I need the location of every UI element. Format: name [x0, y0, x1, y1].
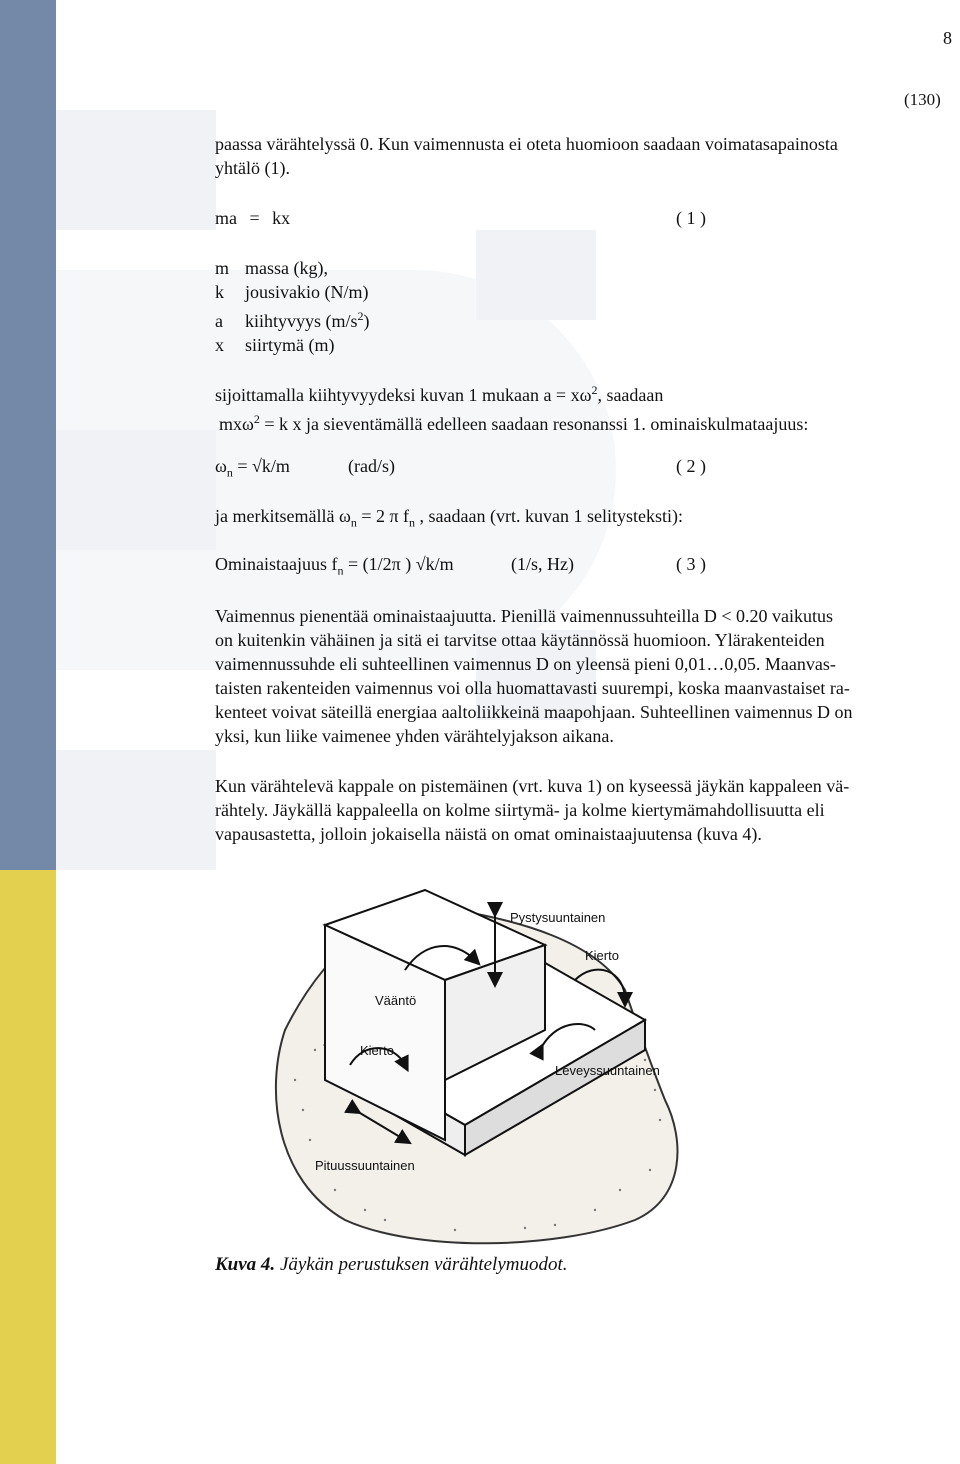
def-text: kiihtyvyys (m/s [245, 311, 358, 331]
equation-3-unit: (1/s, Hz) [511, 554, 574, 574]
subst-line-2 [215, 407, 808, 436]
equation-3-number: ( 3 ) [676, 554, 706, 574]
subst-l2-sup: 2 [253, 412, 260, 426]
rigid-body-paragraph [215, 774, 959, 846]
damping-line: Vaimennus pienentää ominaistaajuutta. Pienillä vaimennussuhteilla D < 0.20 vaikutus [215, 606, 834, 626]
intro-line-2: yhtälö (1). [215, 158, 290, 178]
subst-l2a: mxω [219, 414, 254, 434]
rigid-line: rähtely. Jäykällä kappaleella on kolme siirtymä- ja kolme kiertymämahdollisuutta eli [215, 800, 825, 820]
def-symbol: a [215, 311, 223, 331]
symbol-definitions [215, 256, 370, 357]
subst-line-1 [215, 378, 808, 407]
equation-3 [215, 554, 454, 579]
def-text: siirtymä (m) [245, 335, 335, 355]
eq1-lhs: ma [215, 208, 237, 228]
def-text: jousivakio (N/m) [245, 282, 369, 302]
intro-line-1: paassa värähtelyssä 0. Kun vaimennusta ei oteta huomioon saadaan voimatasapainosta [215, 134, 838, 154]
label-vertical: Pystysuuntainen [510, 910, 606, 925]
definition-k [215, 280, 370, 304]
definition-x [215, 333, 370, 357]
label-rotation-top: Kierto [585, 948, 619, 963]
eq3-sub: n [337, 563, 344, 578]
mark-sub1: n [350, 515, 357, 530]
eq1-rhs: kx [272, 208, 291, 228]
damping-line: yksi, kun liike vaimenee yhden värähtelyjakson aikana. [215, 726, 614, 746]
label-longitudinal: Pituussuuntainen [315, 1158, 415, 1173]
eq3-rhs: = (1/2π ) √k/m [343, 554, 454, 574]
eq2-sub: n [226, 465, 233, 480]
subst-l1a: sijoittamalla kiihtyvyydeksi kuvan 1 mukaan a = xω [215, 385, 592, 405]
definition-m [215, 256, 370, 280]
figure-caption [215, 1254, 568, 1276]
equation-1 [215, 208, 290, 229]
caption-text: Jäykän perustuksen värähtelymuodot. [275, 1254, 568, 1275]
def-symbol: m [215, 258, 230, 278]
mark-c: , saadaan (vrt. kuvan 1 selitysteksti): [415, 506, 683, 526]
mark-b: = 2 π f [356, 506, 410, 526]
equation-2-unit: (rad/s) [348, 456, 395, 476]
label-torsion: Vääntö [375, 993, 417, 1008]
def-symbol: x [215, 335, 224, 355]
definition-a [215, 304, 370, 333]
damping-line: taisten rakenteiden vaimennus voi olla huomattavasti suurempi, koska maanvastaiset ra- [215, 678, 850, 698]
side-bar-blue [0, 0, 56, 870]
equation-1-number: ( 1 ) [676, 208, 706, 228]
equation-2 [215, 456, 290, 481]
def-tail: ) [363, 311, 370, 331]
rigid-line: vapausastetta, jolloin jokaisella näistä on omat ominaistaajuutensa (kuva 4). [215, 824, 762, 844]
rigid-line: Kun värähtelevä kappale on pistemäinen (vrt. kuva 1) on kyseessä jäykän kappaleen vä- [215, 776, 850, 796]
page-number: 8 [943, 28, 952, 48]
mark-sub2: n [409, 515, 416, 530]
def-text: massa (kg), [245, 258, 328, 278]
damping-line: vaimennussuhde eli suhteellinen vaimennus D on yleensä pieni 0,01…0,05. Maanvas- [215, 654, 836, 674]
eq1-equals: = [249, 208, 260, 228]
eq3-lhs: Ominaistaajuus f [215, 554, 338, 574]
damping-line: on kuitenkin vähäinen ja sitä ei tarvitse ottaa käytännössä huomioon. Ylärakenteiden [215, 630, 825, 650]
mark-a: ja merkitsemällä ω [215, 506, 351, 526]
side-bar-yellow [0, 870, 56, 1464]
damping-line: kenteet voivat säteillä energiaa aaltoliikkeinä maapohjaan. Suhteellinen vaimennus D on [215, 702, 853, 722]
marking-line [215, 504, 683, 535]
subst-l1b: , saadaan [597, 385, 664, 405]
def-superscript: 2 [357, 309, 364, 323]
damping-paragraph [215, 604, 959, 748]
page-reference: (130) [904, 90, 941, 109]
substitution-paragraph [215, 378, 808, 436]
def-symbol: k [215, 282, 224, 302]
eq2-rhs: = √k/m [232, 456, 290, 476]
equation-2-number: ( 2 ) [676, 456, 706, 476]
intro-paragraph [215, 132, 959, 180]
caption-label: Kuva 4. [215, 1254, 276, 1275]
subst-l2b: = k x ja sieventämällä edelleen saadaan resonanssi 1. ominaiskulmataajuus: [259, 414, 809, 434]
label-rotation-left: Kierto [360, 1043, 394, 1058]
subst-l1-sup: 2 [591, 383, 598, 397]
rigid-foundation-figure [255, 880, 685, 1250]
eq2-lhs: ω [215, 456, 227, 476]
label-lateral: Leveyssuuntainen [555, 1063, 660, 1078]
